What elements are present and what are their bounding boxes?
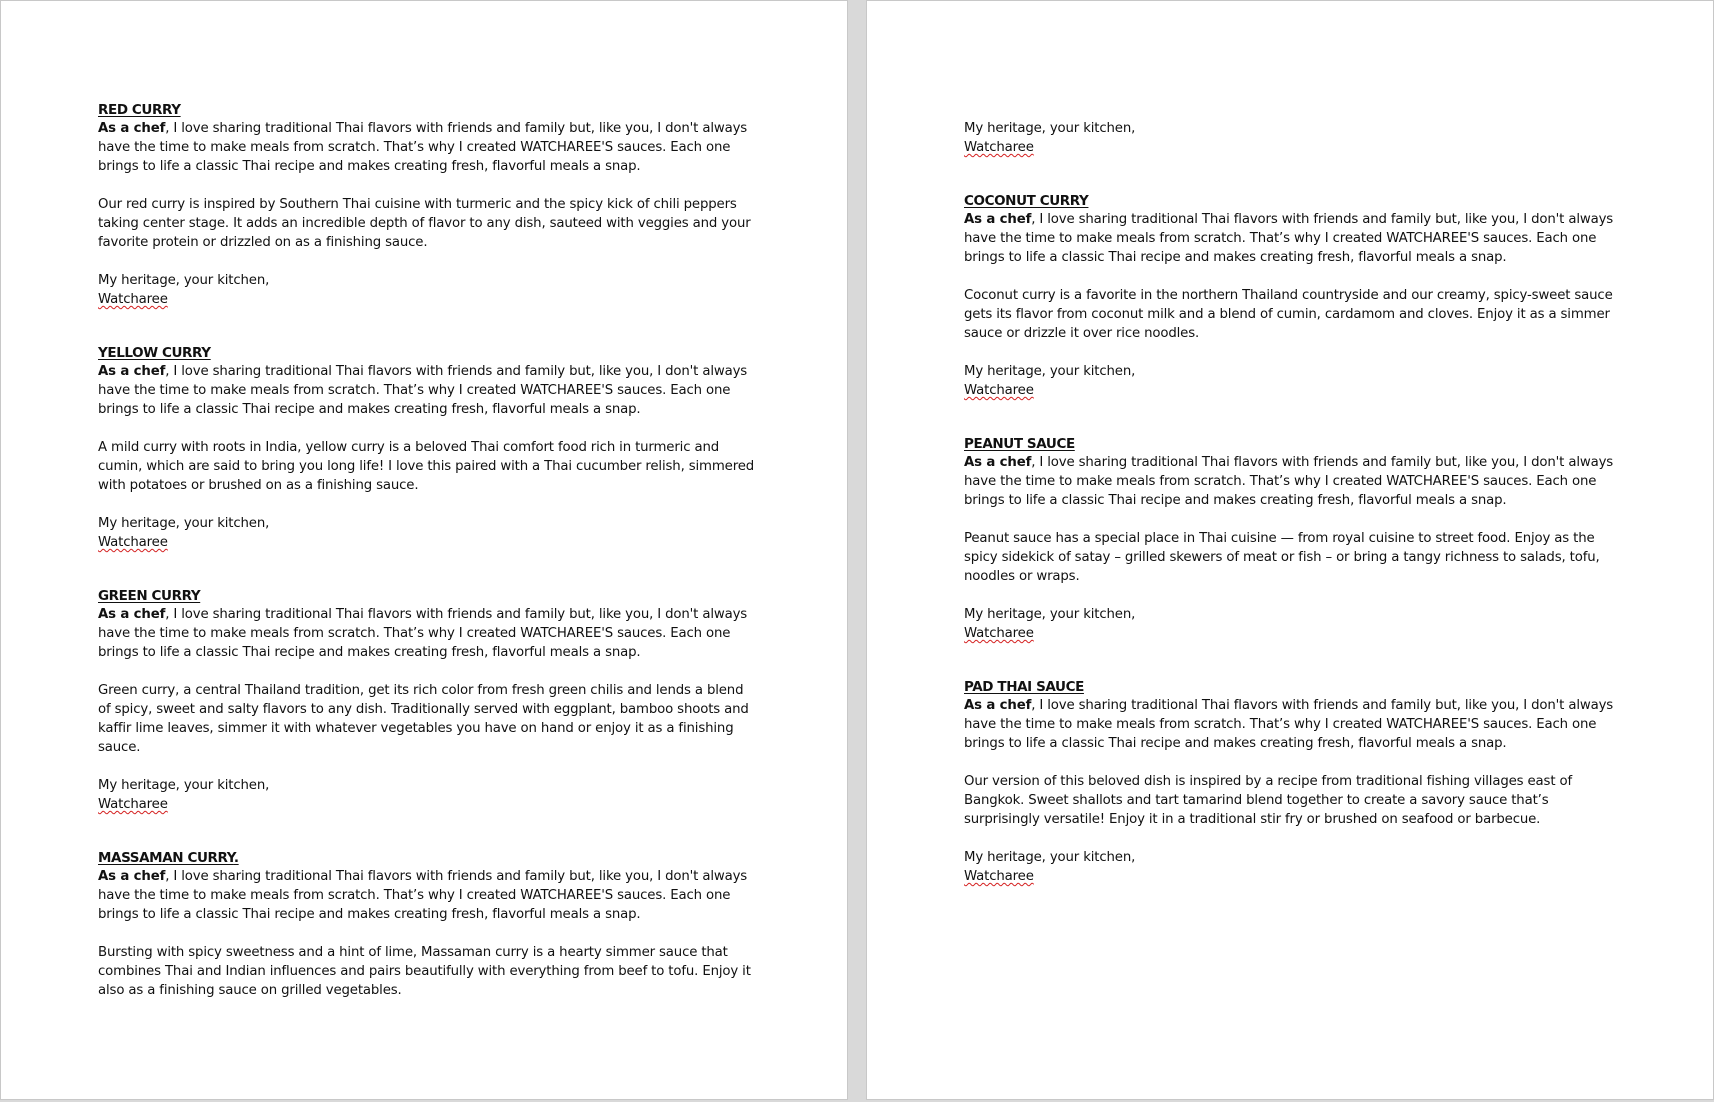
intro-paragraph: As a chef, I love sharing traditional Thai flavors with friends and family but, like you, I don't always have the time to make meals from scratch. That’s why I created WATCHAREE'S sauces. Each one brings to life a classic Thai recipe and makes creating fresh, flavorful meals a snap. (964, 455, 1614, 508)
section-coconut-curry (964, 192, 1624, 400)
description-paragraph: Peanut sauce has a special place in Thai cuisine — from royal cuisine to street food. Enjoy as the spicy sidekick of satay – grilled skewers of meat or fish – or bring a tangy richness to salads, tofu, noodles or wraps. (964, 531, 1600, 584)
signature-name: Watcharee (98, 535, 168, 550)
closing-line: My heritage, your kitchen, (98, 516, 270, 531)
signature-name: Watcharee (98, 292, 168, 307)
document-page-1 (0, 0, 848, 1100)
section-yellow-curry (98, 344, 758, 552)
signature-name: Watcharee (964, 383, 1034, 398)
page-2-content (964, 119, 1624, 886)
intro-paragraph: As a chef, I love sharing traditional Thai flavors with friends and family but, like you, I don't always have the time to make meals from scratch. That’s why I created WATCHAREE'S sauces. Each one brings to life a classic Thai recipe and makes creating fresh, flavorful meals a snap. (98, 607, 748, 660)
section-heading: COCONUT CURRY (964, 193, 1089, 209)
closing-line: My heritage, your kitchen, (964, 121, 1136, 136)
closing-line: My heritage, your kitchen, (964, 850, 1136, 865)
description-paragraph: A mild curry with roots in India, yellow curry is a beloved Thai comfort food rich in turmeric and cumin, which are said to bring you long life! I love this paired with a Thai cucumber relish, simmered with potatoes or brushed on as a finishing sauce. (98, 440, 755, 493)
section-massaman-curry (98, 849, 758, 1000)
description-paragraph: Green curry, a central Thailand tradition, get its rich color from fresh green chilis and lends a blend of spicy, sweet and salty flavors to any dish. Traditionally served with eggplant, bamboo shoots and kaffir lime leaves, simmer it with whatever vegetables you have on hand or enjoy it as a finishing sauce. (98, 683, 749, 755)
description-paragraph: Our red curry is inspired by Southern Thai cuisine with turmeric and the spicy kick of chili peppers taking center stage. It adds an incredible depth of flavor to any dish, sauteed with veggies and your favorite protein or drizzled on as a finishing sauce. (98, 197, 751, 250)
intro-bold: As a chef (964, 698, 1032, 713)
section-heading: GREEN CURRY (98, 588, 201, 604)
signature-name: Watcharee (964, 869, 1034, 884)
closing-line: My heritage, your kitchen, (98, 778, 270, 793)
intro-paragraph: As a chef, I love sharing traditional Thai flavors with friends and family but, like you, I don't always have the time to make meals from scratch. That’s why I created WATCHAREE'S sauces. Each one brings to life a classic Thai recipe and makes creating fresh, flavorful meals a snap. (964, 698, 1614, 751)
document-page-2 (866, 0, 1714, 1100)
intro-paragraph: As a chef, I love sharing traditional Thai flavors with friends and family but, like you, I don't always have the time to make meals from scratch. That’s why I created WATCHAREE'S sauces. Each one brings to life a classic Thai recipe and makes creating fresh, flavorful meals a snap. (98, 869, 748, 922)
signature (964, 138, 1624, 157)
section-heading: YELLOW CURRY (98, 345, 211, 361)
intro-bold: As a chef (98, 607, 166, 622)
signature-name: Watcharee (964, 140, 1034, 155)
page-1-content (98, 101, 758, 1000)
intro-bold: As a chef (98, 869, 166, 884)
intro-paragraph: As a chef, I love sharing traditional Thai flavors with friends and family but, like you, I don't always have the time to make meals from scratch. That’s why I created WATCHAREE'S sauces. Each one brings to life a classic Thai recipe and makes creating fresh, flavorful meals a snap. (98, 121, 748, 174)
intro-bold: As a chef (964, 212, 1032, 227)
intro-paragraph: As a chef, I love sharing traditional Thai flavors with friends and family but, like you, I don't always have the time to make meals from scratch. That’s why I created WATCHAREE'S sauces. Each one brings to life a classic Thai recipe and makes creating fresh, flavorful meals a snap. (964, 212, 1614, 265)
carryover-signoff (964, 119, 1624, 157)
description-paragraph: Our version of this beloved dish is inspired by a recipe from traditional fishing villages east of Bangkok. Sweet shallots and tart tamarind blend together to create a savory sauce that’s surprisingly versatile! Enjoy it in a traditional stir fry or brushed on seafood or barbecue. (964, 774, 1572, 827)
intro-bold: As a chef (964, 455, 1032, 470)
signature (98, 795, 758, 814)
closing-line: My heritage, your kitchen, (98, 273, 270, 288)
signature-name: Watcharee (964, 626, 1034, 641)
section-heading: PEANUT SAUCE (964, 436, 1075, 452)
signature-name: Watcharee (98, 797, 168, 812)
description-paragraph: Bursting with spicy sweetness and a hint of lime, Massaman curry is a hearty simmer sauce that combines Thai and Indian influences and pairs beautifully with everything from beef to tofu. Enjoy it also as a finishing sauce on grilled vegetables. (98, 945, 751, 998)
signature (98, 290, 758, 309)
section-heading: PAD THAI SAUCE (964, 679, 1084, 695)
section-green-curry (98, 587, 758, 814)
section-pad-thai-sauce (964, 678, 1624, 886)
section-peanut-sauce (964, 435, 1624, 643)
intro-bold: As a chef (98, 364, 166, 379)
signature (964, 381, 1624, 400)
section-heading: MASSAMAN CURRY. (98, 850, 239, 866)
description-paragraph: Coconut curry is a favorite in the northern Thailand countryside and our creamy, spicy-sweet sauce gets its flavor from coconut milk and a blend of cumin, cardamom and cloves. Enjoy it as a simmer sauce or drizzle it over rice noodles. (964, 288, 1613, 341)
intro-paragraph: As a chef, I love sharing traditional Thai flavors with friends and family but, like you, I don't always have the time to make meals from scratch. That’s why I created WATCHAREE'S sauces. Each one brings to life a classic Thai recipe and makes creating fresh, flavorful meals a snap. (98, 364, 748, 417)
section-heading: RED CURRY (98, 102, 181, 118)
signature (98, 533, 758, 552)
signature (964, 624, 1624, 643)
signature (964, 867, 1624, 886)
closing-line: My heritage, your kitchen, (964, 607, 1136, 622)
closing-line: My heritage, your kitchen, (964, 364, 1136, 379)
intro-bold: As a chef (98, 121, 166, 136)
section-red-curry (98, 101, 758, 309)
